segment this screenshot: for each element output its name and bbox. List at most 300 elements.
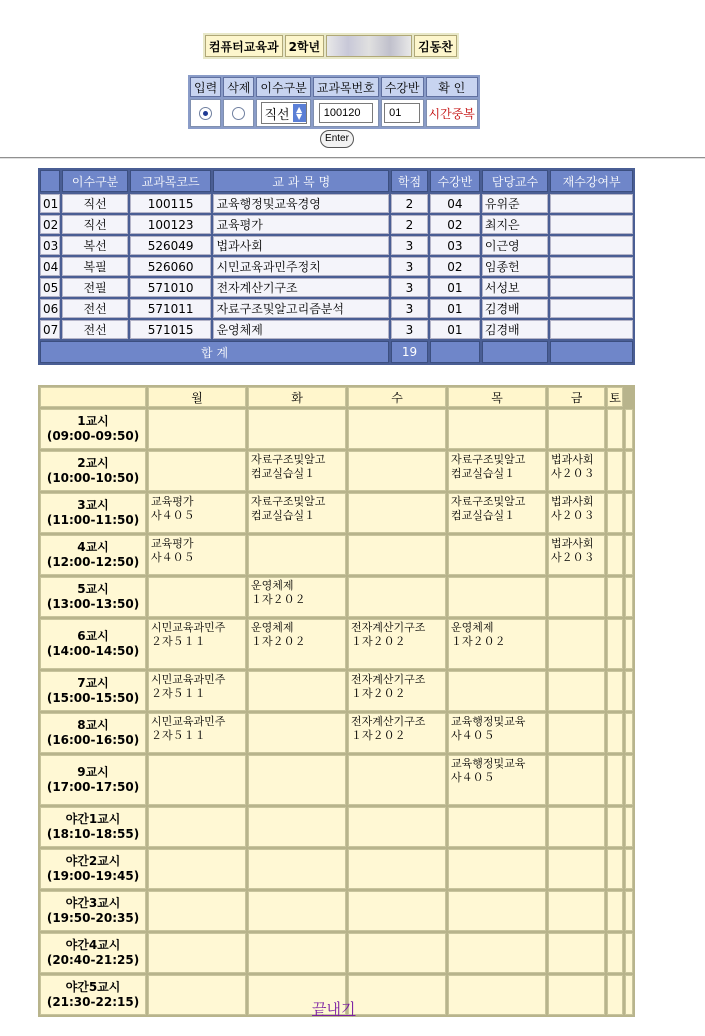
timetable-cell <box>348 493 446 533</box>
course-row[interactable] <box>40 278 633 297</box>
period-name: 1교시 <box>77 414 109 428</box>
timetable-cell <box>625 713 633 753</box>
class-room: １자２０２ <box>451 635 506 648</box>
category-select[interactable] <box>261 102 307 124</box>
course-cell: 02 <box>430 215 480 234</box>
timetable-cell[interactable] <box>148 671 246 711</box>
course-col-header: 재수강여부 <box>550 170 633 192</box>
course-cell: 3 <box>391 257 428 276</box>
course-cell: 전선 <box>62 320 127 339</box>
course-cell: 직선 <box>62 215 127 234</box>
period-time: (11:00-11:50) <box>46 513 140 527</box>
class-room: 컴교실습실１ <box>251 467 316 480</box>
course-cell: 법과사회 <box>213 236 389 255</box>
period-time: (21:30-22:15) <box>46 995 140 1009</box>
period-name: 8교시 <box>77 718 109 732</box>
period-name: 야간2교시 <box>65 854 121 868</box>
header-category: 이수구분 <box>256 77 310 97</box>
timetable-cell <box>448 891 546 931</box>
course-cell: 04 <box>40 257 60 276</box>
timetable-cell <box>348 409 446 449</box>
class-title: 자료구조및알고 <box>451 453 526 466</box>
timetable-cell <box>607 619 623 669</box>
timetable-cell[interactable] <box>348 713 446 753</box>
timetable-cell <box>625 933 633 973</box>
course-cell: 교육행정및교육경영 <box>213 194 389 213</box>
period-label <box>40 451 146 491</box>
class-title: 운영체제 <box>451 621 494 634</box>
class-title: 교육행정및교육 <box>451 757 526 770</box>
timetable-cell <box>448 409 546 449</box>
timetable-cell[interactable] <box>148 713 246 753</box>
course-cell: 운영체제 <box>213 320 389 339</box>
timetable-cell <box>607 849 623 889</box>
total-credits: 19 <box>391 341 428 363</box>
timetable-cell <box>448 807 546 847</box>
course-cell: 03 <box>430 236 480 255</box>
period-name: 2교시 <box>77 456 109 470</box>
course-col-header <box>40 170 60 192</box>
class-room: 사２０３ <box>551 467 595 480</box>
timetable-cell <box>625 451 633 491</box>
timetable-cell <box>625 755 633 805</box>
timetable-cell <box>348 755 446 805</box>
timetable-cell <box>607 535 623 575</box>
period-name: 3교시 <box>77 498 109 512</box>
total-empty <box>430 341 480 363</box>
timetable-cell <box>248 713 346 753</box>
period-row <box>40 619 633 669</box>
timetable-cell <box>448 849 546 889</box>
timetable-cell <box>448 577 546 617</box>
course-cell: 유위준 <box>482 194 548 213</box>
period-name: 야간3교시 <box>65 896 121 910</box>
class-room: 컴교실습실１ <box>451 509 516 522</box>
period-row <box>40 535 633 575</box>
timetable-cell <box>248 933 346 973</box>
timetable-cell <box>607 409 623 449</box>
period-label <box>40 671 146 711</box>
course-cell: 02 <box>430 257 480 276</box>
course-cell <box>550 236 633 255</box>
course-cell: 3 <box>391 236 428 255</box>
course-cell <box>550 194 633 213</box>
period-name: 5교시 <box>77 582 109 596</box>
course-cell <box>550 278 633 297</box>
category-select-value: 직선 <box>264 107 290 123</box>
timetable-cell[interactable] <box>148 535 246 575</box>
class-title: 법과사회 <box>551 537 594 550</box>
course-cell: 김경배 <box>482 320 548 339</box>
timetable-cell <box>248 535 346 575</box>
class-room: 사２０３ <box>551 509 595 522</box>
course-cell: 전선 <box>62 299 127 318</box>
timetable-cell <box>148 975 246 1015</box>
course-cell: 02 <box>40 215 60 234</box>
enter-button[interactable]: Enter <box>320 130 354 148</box>
total-empty <box>482 341 548 363</box>
period-row <box>40 891 633 931</box>
timetable-cell <box>607 891 623 931</box>
student-dept: 컴퓨터교육과 <box>205 35 283 57</box>
class-title: 자료구조및알고 <box>251 453 326 466</box>
period-row <box>40 713 633 753</box>
period-time: (17:00-17:50) <box>46 780 140 794</box>
course-cell: 교육평가 <box>213 215 389 234</box>
course-cell: 직선 <box>62 194 127 213</box>
timetable-cell <box>548 409 605 449</box>
period-time: (18:10-18:55) <box>46 827 140 841</box>
timetable-cell <box>548 619 605 669</box>
course-cell: 01 <box>430 278 480 297</box>
total-label: 합 계 <box>40 341 389 363</box>
period-label <box>40 975 146 1015</box>
period-time: (10:00-10:50) <box>46 471 140 485</box>
timetable-cell[interactable] <box>448 493 546 533</box>
course-cell: 전자계산기구조 <box>213 278 389 297</box>
period-row <box>40 755 633 805</box>
period-name: 9교시 <box>77 765 109 779</box>
delete-radio[interactable] <box>232 107 245 120</box>
input-radio-cell <box>190 99 221 127</box>
timetable-cell <box>348 535 446 575</box>
timetable-cell <box>607 755 623 805</box>
timetable-cell <box>148 755 246 805</box>
timetable-header <box>40 387 633 407</box>
course-cell: 복필 <box>62 257 127 276</box>
class-title: 전자계산기구조 <box>351 621 426 634</box>
course-col-header: 담당교수 <box>482 170 548 192</box>
timetable-cell <box>625 975 633 1015</box>
course-cell: 3 <box>391 299 428 318</box>
course-cell: 05 <box>40 278 60 297</box>
course-cell: 자료구조및알고리즘분석 <box>213 299 389 318</box>
period-time: (19:50-20:35) <box>46 911 140 925</box>
period-time: (16:00-16:50) <box>46 733 140 747</box>
timetable-cell <box>348 577 446 617</box>
period-row <box>40 577 633 617</box>
class-title: 운영체제 <box>251 621 294 634</box>
class-title: 시민교육과민주 <box>151 715 226 728</box>
timetable-cell[interactable] <box>448 713 546 753</box>
timetable-cell <box>148 577 246 617</box>
class-title: 교육평가 <box>151 495 194 508</box>
period-label <box>40 493 146 533</box>
course-col-header: 수강반 <box>430 170 480 192</box>
period-time: (15:00-15:50) <box>46 691 140 705</box>
course-cell: 04 <box>430 194 480 213</box>
course-cell: 복선 <box>62 236 127 255</box>
class-room: １자２０２ <box>251 593 306 606</box>
class-room: 사４０５ <box>151 551 195 564</box>
timetable-cell[interactable] <box>248 619 346 669</box>
timetable-cell <box>625 671 633 711</box>
timetable-cell <box>607 975 623 1015</box>
timetable-cell <box>607 493 623 533</box>
timetable-cell <box>348 933 446 973</box>
course-cell: 571015 <box>130 320 212 339</box>
timetable-cell <box>148 891 246 931</box>
course-row[interactable] <box>40 257 633 276</box>
course-list-header <box>40 170 633 192</box>
class-title: 시민교육과민주 <box>151 673 226 686</box>
timetable <box>38 385 635 1017</box>
timetable-cell[interactable] <box>348 619 446 669</box>
course-cell: 01 <box>430 320 480 339</box>
class-title: 법과사회 <box>551 453 594 466</box>
course-row[interactable] <box>40 320 633 339</box>
timetable-cell <box>548 975 605 1015</box>
timetable-cell <box>607 577 623 617</box>
course-cell: 100123 <box>130 215 212 234</box>
course-cell: 07 <box>40 320 60 339</box>
timetable-cell <box>548 807 605 847</box>
course-col-header: 이수구분 <box>62 170 127 192</box>
course-cell: 06 <box>40 299 60 318</box>
timetable-cell <box>148 409 246 449</box>
timetable-cell <box>448 933 546 973</box>
course-cell: 전필 <box>62 278 127 297</box>
timetable-cell[interactable] <box>548 493 605 533</box>
timetable-cell <box>148 807 246 847</box>
timetable-cell <box>548 577 605 617</box>
timetable-cell[interactable] <box>148 619 246 669</box>
timetable-cell <box>148 849 246 889</box>
course-cell: 571011 <box>130 299 212 318</box>
student-name: 김동찬 <box>414 35 457 57</box>
course-cell: 03 <box>40 236 60 255</box>
day-header <box>40 387 146 407</box>
period-row <box>40 493 633 533</box>
day-header: 화 <box>248 387 346 407</box>
day-header: 수 <box>348 387 446 407</box>
course-cell: 최지은 <box>482 215 548 234</box>
course-cell: 서성보 <box>482 278 548 297</box>
timetable-cell <box>625 409 633 449</box>
course-list-table <box>38 168 635 365</box>
timetable-cell <box>607 933 623 973</box>
class-title: 전자계산기구조 <box>351 673 426 686</box>
course-cell: 이근영 <box>482 236 548 255</box>
course-row[interactable] <box>40 194 633 213</box>
student-info <box>203 33 459 59</box>
class-title: 전자계산기구조 <box>351 715 426 728</box>
period-time: (14:00-14:50) <box>46 644 140 658</box>
course-no-cell <box>313 99 379 127</box>
course-cell: 526049 <box>130 236 212 255</box>
course-total-row <box>40 341 633 363</box>
class-room: ２자５１１ <box>151 635 206 648</box>
course-cell: 2 <box>391 194 428 213</box>
course-cell: 임종헌 <box>482 257 548 276</box>
timetable-cell <box>148 451 246 491</box>
timetable-cell <box>625 807 633 847</box>
course-cell <box>550 257 633 276</box>
timetable-cell[interactable] <box>448 755 546 805</box>
day-header: 토 <box>607 387 623 407</box>
timetable-cell <box>348 807 446 847</box>
day-header: 월 <box>148 387 246 407</box>
timetable-cell <box>625 619 633 669</box>
period-row <box>40 451 633 491</box>
divider <box>0 157 705 159</box>
class-title: 교육행정및교육 <box>451 715 526 728</box>
period-label <box>40 891 146 931</box>
class-title: 법과사회 <box>551 495 594 508</box>
spinner-icon[interactable]: ▲ ▼ <box>293 104 306 122</box>
course-col-header: 교 과 목 명 <box>213 170 389 192</box>
course-cell: 시민교육과민주정치 <box>213 257 389 276</box>
timetable-cell <box>625 577 633 617</box>
timetable-cell[interactable] <box>448 451 546 491</box>
class-title: 자료구조및알고 <box>451 495 526 508</box>
course-cell: 01 <box>40 194 60 213</box>
class-room: ２자５１１ <box>151 687 206 700</box>
input-radio[interactable] <box>199 107 212 120</box>
period-time: (20:40-21:25) <box>46 953 140 967</box>
class-room: ２자５１１ <box>151 729 206 742</box>
period-time: (12:00-12:50) <box>46 555 140 569</box>
course-cell: 526060 <box>130 257 212 276</box>
class-room: １자２０２ <box>251 635 306 648</box>
period-label <box>40 807 146 847</box>
timetable-cell <box>348 849 446 889</box>
student-id-redacted <box>326 35 412 57</box>
header-delete: 삭제 <box>223 77 254 97</box>
header-confirm: 확 인 <box>426 77 478 97</box>
course-cell: 김경배 <box>482 299 548 318</box>
class-cell <box>381 99 424 127</box>
timetable-cell <box>548 849 605 889</box>
course-cell <box>550 320 633 339</box>
timetable-cell <box>625 535 633 575</box>
timetable-cell <box>448 535 546 575</box>
day-header: 금 <box>548 387 605 407</box>
period-row <box>40 671 633 711</box>
timetable-cell <box>348 451 446 491</box>
timetable-cell[interactable] <box>248 493 346 533</box>
timetable-cell <box>607 451 623 491</box>
check-result: 시간중복 <box>428 106 475 121</box>
timetable-cell[interactable] <box>448 619 546 669</box>
class-room: １자２０２ <box>351 729 406 742</box>
course-cell: 571010 <box>130 278 212 297</box>
timetable-cell <box>248 671 346 711</box>
total-empty <box>550 341 633 363</box>
timetable-cell <box>248 849 346 889</box>
course-cell: 01 <box>430 299 480 318</box>
period-name: 4교시 <box>77 540 109 554</box>
timetable-cell <box>248 755 346 805</box>
timetable-cell <box>248 891 346 931</box>
period-name: 6교시 <box>77 629 109 643</box>
header-input: 입력 <box>190 77 221 97</box>
timetable-cell <box>448 671 546 711</box>
delete-radio-cell <box>223 99 254 127</box>
timetable-cell[interactable] <box>148 493 246 533</box>
timetable-cell <box>548 891 605 931</box>
timetable-cell <box>625 849 633 889</box>
exit-link[interactable]: 끝내기 <box>312 1000 356 1018</box>
period-time: (09:00-09:50) <box>46 429 140 443</box>
timetable-cell <box>625 891 633 931</box>
course-cell: 3 <box>391 320 428 339</box>
timetable-cell <box>607 671 623 711</box>
timetable-cell <box>625 493 633 533</box>
timetable-cell <box>248 409 346 449</box>
course-cell: 100115 <box>130 194 212 213</box>
period-label <box>40 849 146 889</box>
period-name: 야간5교시 <box>65 980 121 994</box>
period-label <box>40 933 146 973</box>
timetable-cell[interactable] <box>548 535 605 575</box>
timetable-cell <box>548 671 605 711</box>
course-col-header: 학점 <box>391 170 428 192</box>
timetable-cell <box>248 807 346 847</box>
timetable-cell <box>607 713 623 753</box>
timetable-cell <box>348 891 446 931</box>
student-grade: 2학년 <box>285 35 325 57</box>
timetable-cell <box>548 713 605 753</box>
check-result-cell <box>426 99 478 127</box>
period-label <box>40 619 146 669</box>
period-row <box>40 409 633 449</box>
class-room: 컴교실습실１ <box>251 509 316 522</box>
course-col-header: 교과목코드 <box>130 170 212 192</box>
course-row[interactable] <box>40 236 633 255</box>
header-course-no: 교과목번호 <box>313 77 379 97</box>
course-row[interactable] <box>40 299 633 318</box>
class-input[interactable]: 01 <box>384 103 420 123</box>
timetable-cell[interactable] <box>348 671 446 711</box>
course-input-form <box>188 75 480 129</box>
timetable-cell <box>148 933 246 973</box>
timetable-cell <box>448 975 546 1015</box>
period-name: 7교시 <box>77 676 109 690</box>
course-cell: 2 <box>391 215 428 234</box>
header-class: 수강반 <box>381 77 424 97</box>
period-label <box>40 755 146 805</box>
class-title: 자료구조및알고 <box>251 495 326 508</box>
class-room: 사４０５ <box>151 509 195 522</box>
period-name: 야간1교시 <box>65 812 121 826</box>
course-no-input[interactable]: 100120 <box>319 103 373 123</box>
course-cell <box>550 215 633 234</box>
timetable-cell[interactable] <box>248 577 346 617</box>
period-row <box>40 849 633 889</box>
class-room: １자２０２ <box>351 687 406 700</box>
period-name: 야간4교시 <box>65 938 121 952</box>
course-cell <box>550 299 633 318</box>
period-time: (13:00-13:50) <box>46 597 140 611</box>
period-row <box>40 933 633 973</box>
period-label <box>40 535 146 575</box>
timetable-cell <box>548 755 605 805</box>
class-title: 운영체제 <box>251 579 294 592</box>
class-title: 교육평가 <box>151 537 194 550</box>
period-label <box>40 577 146 617</box>
course-row[interactable] <box>40 215 633 234</box>
class-title: 시민교육과민주 <box>151 621 226 634</box>
timetable-cell <box>348 975 446 1015</box>
timetable-cell <box>607 807 623 847</box>
class-room: 사２０３ <box>551 551 595 564</box>
period-label <box>40 409 146 449</box>
timetable-cell[interactable] <box>248 451 346 491</box>
timetable-cell[interactable] <box>548 451 605 491</box>
class-room: １자２０２ <box>351 635 406 648</box>
timetable-cell <box>548 933 605 973</box>
